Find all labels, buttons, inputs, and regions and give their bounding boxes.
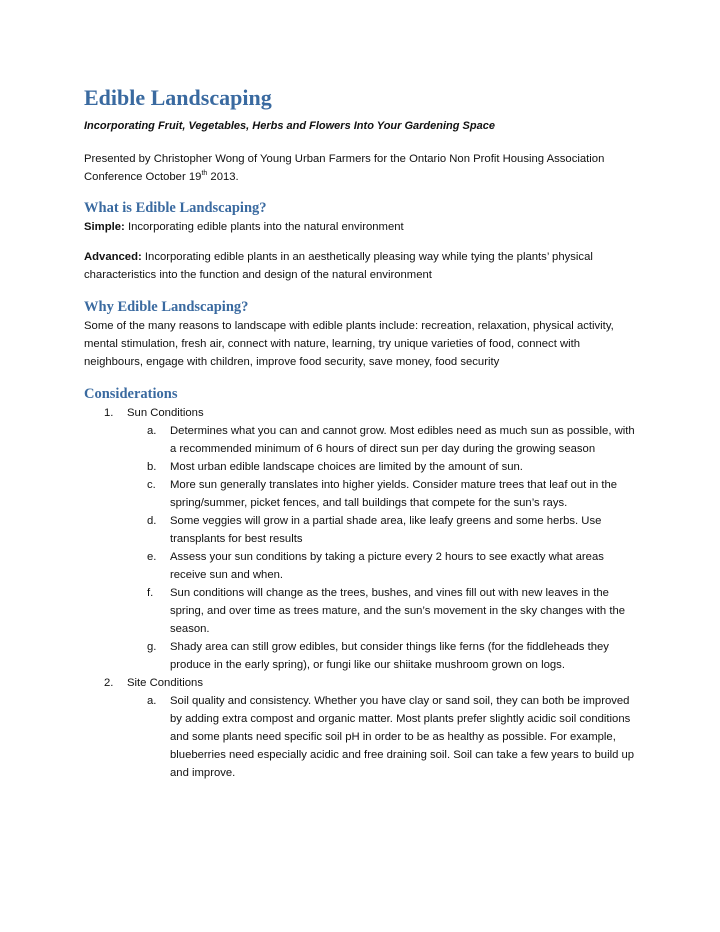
why-paragraph: Some of the many reasons to landscape with edible plants include: recreation, relaxation, physical activity, mental stimulation, fresh air, connect with nature, learning, try unique varieties of food, connect with neighbours, engage with children, improve food security, save money, food security	[84, 320, 614, 368]
consideration-item	[84, 404, 636, 674]
advanced-label: Advanced:	[84, 251, 142, 263]
simple-text: Incorporating edible plants into the natural environment	[124, 221, 404, 233]
simple-label: Simple:	[84, 221, 125, 233]
sub-item-text: Shady area can still grow edibles, but consider things like ferns (for the fiddleheads they produce in the early spring), or fungi like our shiitake mushroom grown on logs.	[170, 641, 609, 671]
list-letter: f.	[147, 587, 154, 599]
sub-item-text: Assess your sun conditions by taking a picture every 2 hours to see exactly what areas receive sun and when.	[170, 551, 604, 581]
list-letter: a.	[147, 695, 157, 707]
advanced-text: Incorporating edible plants in an aesthetically pleasing way while tying the plants’ physical characteristics into the function and design of the natural environment	[84, 251, 593, 281]
sub-list-item	[127, 458, 636, 476]
presented-superscript: th	[201, 170, 208, 178]
sub-item-text: Some veggies will grow in a partial shade area, like leafy greens and some herbs. Use transplants for best results	[170, 515, 602, 545]
document-title: Edible Landscaping	[84, 85, 272, 110]
sub-list-item	[127, 584, 636, 638]
consideration-label: Site Conditions	[127, 677, 203, 689]
sub-list-item	[127, 638, 636, 674]
section-heading-considerations: Considerations	[84, 386, 178, 402]
list-letter: c.	[147, 479, 156, 491]
sub-list-item	[127, 476, 636, 512]
list-number: 1.	[104, 407, 114, 419]
sub-list-item	[127, 692, 636, 782]
sub-list	[127, 422, 636, 674]
list-letter: e.	[147, 551, 157, 563]
advanced-definition	[84, 248, 636, 284]
sub-item-text: Determines what you can and cannot grow. Most edibles need as much sun as possible, with a recommended minimum of 6 hours of direct sun per day during the growing season	[170, 425, 635, 455]
sub-list-item	[127, 512, 636, 548]
sub-list	[127, 692, 636, 782]
document-subtitle: Incorporating Fruit, Vegetables, Herbs and Flowers Into Your Gardening Space	[84, 120, 495, 132]
sub-item-text: Soil quality and consistency. Whether you have clay or sand soil, they can both be improved by adding extra compost and organic matter. Most plants prefer slightly acidic soil conditions and some plants need specific soil pH in order to be as healthy as possible. For example, blueberries need especially acidic and free draining soil. Soil can take a few years to build up and improve.	[170, 695, 635, 779]
list-letter: a.	[147, 425, 157, 437]
presented-text: Presented by Christopher Wong of Young Urban Farmers for the Ontario Non Profit Housing Association Conference October 19	[84, 153, 605, 183]
consideration-label: Sun Conditions	[127, 407, 204, 419]
list-letter: d.	[147, 515, 157, 527]
sub-item-text: Sun conditions will change as the trees, bushes, and vines fill out with new leaves in the spring, and over time as trees mature, and the sun’s movement in the sky changes with the season.	[170, 587, 626, 635]
sub-item-text: Most urban edible landscape choices are limited by the amount of sun.	[170, 461, 523, 473]
list-number: 2.	[104, 677, 114, 689]
considerations-list	[84, 404, 636, 782]
simple-definition	[84, 218, 636, 236]
sub-list-item	[127, 548, 636, 584]
presented-tail: 2013.	[207, 171, 239, 183]
list-letter: g.	[147, 641, 157, 653]
presented-by-paragraph	[84, 150, 636, 186]
list-letter: b.	[147, 461, 157, 473]
section-heading-why: Why Edible Landscaping?	[84, 299, 249, 315]
sub-item-text: More sun generally translates into higher yields. Consider mature trees that leaf out in the spring/summer, picket fences, and tall buildings that compete for the sun’s rays.	[170, 479, 618, 509]
consideration-item	[84, 674, 636, 782]
section-heading-what-is: What is Edible Landscaping?	[84, 200, 267, 216]
sub-list-item	[127, 422, 636, 458]
